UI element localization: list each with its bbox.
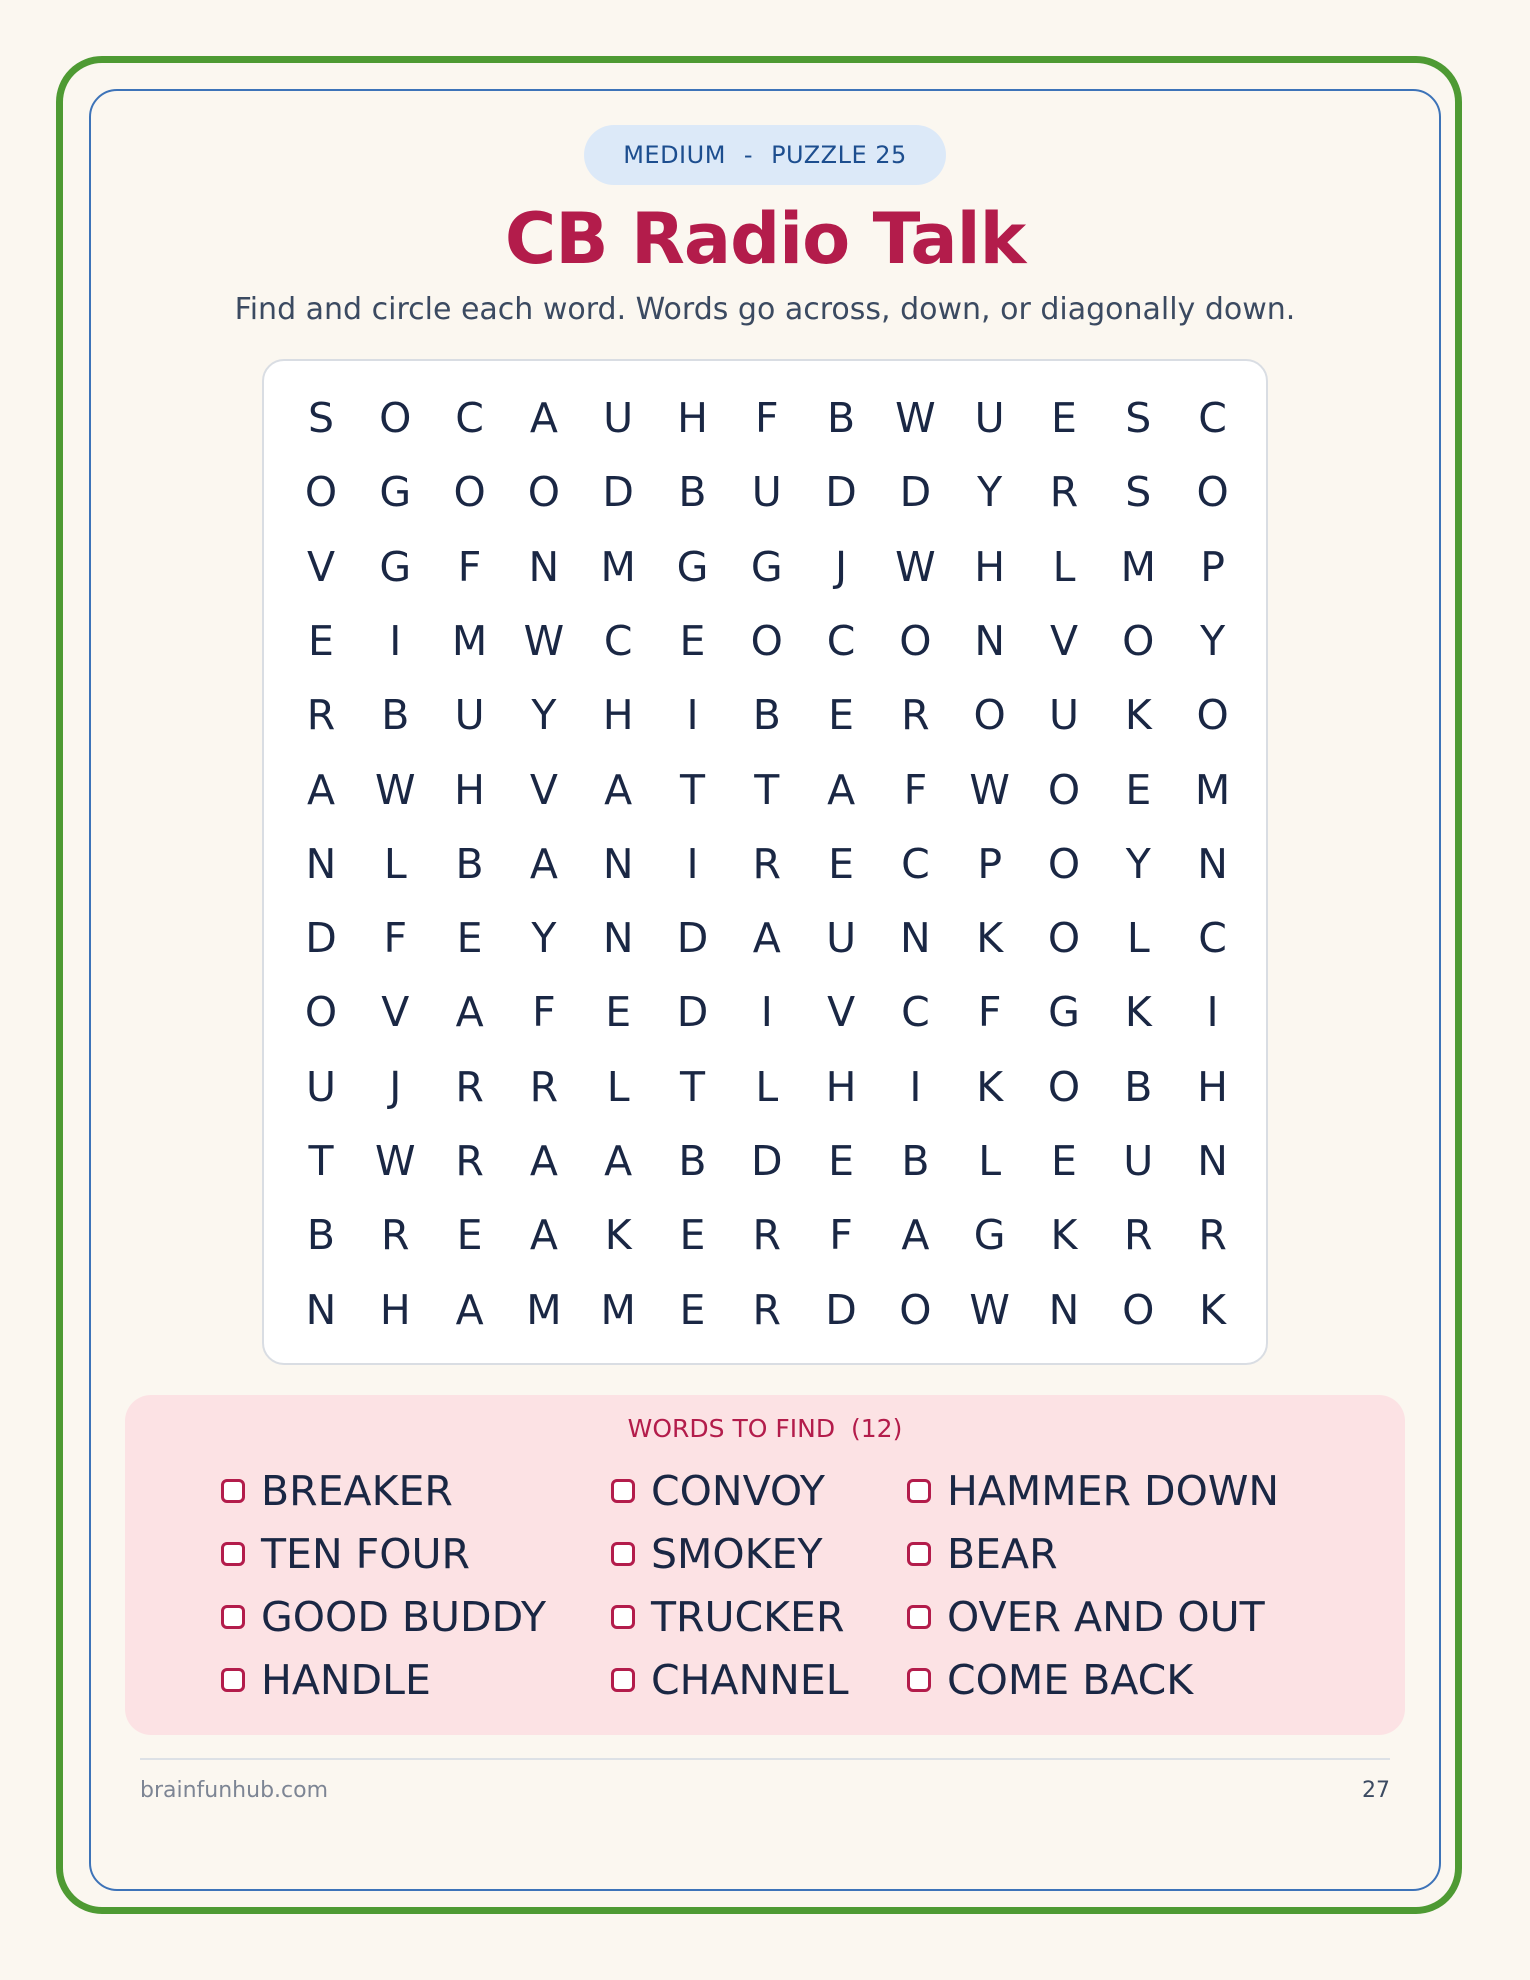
grid-letter[interactable]: W <box>895 542 936 591</box>
difficulty-label: MEDIUM <box>623 141 726 169</box>
grid-letter[interactable]: R <box>529 1062 559 1111</box>
word-item[interactable] <box>907 1528 1058 1580</box>
grid-letter[interactable]: A <box>604 765 633 814</box>
grid-letter[interactable]: O <box>1196 691 1229 740</box>
grid-letter[interactable]: N <box>974 616 1006 665</box>
grid-letter[interactable]: E <box>1125 765 1152 814</box>
grid-letter[interactable]: H <box>974 542 1006 591</box>
grid-letter[interactable]: G <box>676 542 709 591</box>
grid-letter[interactable]: A <box>529 839 558 888</box>
grid-letter[interactable]: M <box>600 1285 636 1334</box>
grid-letter[interactable]: H <box>379 1285 411 1334</box>
grid-letter[interactable]: A <box>529 1137 558 1185</box>
grid-letter[interactable]: U <box>751 468 782 517</box>
word-label: TEN FOUR <box>261 1530 471 1578</box>
badge-separator: - <box>743 141 754 169</box>
word-item[interactable] <box>611 1528 823 1580</box>
grid-letter[interactable]: E <box>456 914 483 963</box>
grid-letter[interactable]: E <box>828 1137 855 1185</box>
grid-letter[interactable]: G <box>1048 988 1080 1037</box>
grid-letter[interactable]: H <box>677 394 708 442</box>
word-checkbox[interactable] <box>611 1668 635 1692</box>
grid-letter[interactable]: A <box>529 394 558 442</box>
grid-letter[interactable]: L <box>978 1137 1002 1185</box>
word-label: HAMMER DOWN <box>947 1467 1280 1515</box>
grid-letter[interactable]: O <box>750 616 783 665</box>
grid-letter[interactable]: S <box>307 394 335 442</box>
word-checkbox[interactable] <box>907 1542 931 1566</box>
grid-letter[interactable]: O <box>379 394 412 442</box>
grid-letter[interactable]: N <box>305 839 337 888</box>
grid-letter[interactable]: C <box>901 839 930 888</box>
grid-letter[interactable]: U <box>974 394 1005 442</box>
grid-letter[interactable]: U <box>1123 1137 1154 1185</box>
grid-letter[interactable]: N <box>1197 1137 1228 1185</box>
grid-letter[interactable]: W <box>375 765 416 814</box>
grid-letter[interactable]: O <box>899 616 932 665</box>
grid-letter[interactable]: H <box>602 691 634 740</box>
word-count: (12) <box>851 1414 903 1443</box>
grid-letter[interactable]: F <box>457 542 482 591</box>
grid-letter[interactable]: O <box>973 691 1006 740</box>
grid-letter[interactable]: B <box>752 691 781 740</box>
grid-letter[interactable]: K <box>604 1211 632 1260</box>
word-label: CONVOY <box>651 1467 825 1515</box>
grid-letter[interactable]: K <box>1050 1211 1078 1260</box>
grid-letter[interactable]: C <box>455 394 484 442</box>
grid-letter[interactable]: K <box>1124 691 1152 740</box>
grid-letter[interactable]: R <box>455 1062 484 1111</box>
grid-letter[interactable]: Y <box>1125 839 1151 888</box>
grid-letter[interactable]: P <box>977 839 1003 888</box>
grid-letter[interactable]: W <box>523 616 565 665</box>
word-checkbox[interactable] <box>221 1479 245 1503</box>
grid-letter[interactable]: Y <box>977 468 1003 517</box>
grid-letter[interactable]: O <box>899 1285 932 1334</box>
grid-letter[interactable]: M <box>526 1285 562 1334</box>
grid-letter[interactable]: G <box>973 1211 1006 1260</box>
grid-letter[interactable]: O <box>1047 765 1081 814</box>
grid-letter[interactable]: L <box>383 839 407 888</box>
difficulty-badge <box>584 125 946 185</box>
grid-letter[interactable]: E <box>1051 1137 1077 1185</box>
grid-letter[interactable]: I <box>760 988 773 1037</box>
grid-letter[interactable]: L <box>1052 542 1076 591</box>
grid-letter[interactable]: R <box>1198 1211 1227 1260</box>
grid-letter[interactable]: E <box>308 616 334 665</box>
grid-letter[interactable]: O <box>1122 616 1155 665</box>
grid-letter[interactable]: O <box>1047 1062 1081 1111</box>
grid-letter[interactable]: C <box>603 616 633 665</box>
grid-letter[interactable]: B <box>306 1211 336 1260</box>
word-item[interactable] <box>221 1591 546 1643</box>
grid-letter[interactable]: M <box>1194 765 1231 814</box>
grid-letter[interactable]: F <box>977 988 1002 1037</box>
grid-letter[interactable]: A <box>604 1137 633 1185</box>
word-label: BREAKER <box>261 1467 453 1515</box>
word-list-heading <box>0 1414 1530 1443</box>
grid-letter[interactable]: J <box>389 1062 402 1111</box>
grid-letter[interactable]: E <box>679 616 706 665</box>
puzzle-instructions: Find and circle each word. Words go across, down, or diagonally down. <box>234 292 1296 327</box>
grid-letter[interactable]: U <box>1048 691 1079 740</box>
grid-letter[interactable]: K <box>1124 988 1152 1037</box>
grid-letter[interactable]: A <box>901 1211 930 1260</box>
grid-letter[interactable]: D <box>825 1285 857 1334</box>
grid-letter[interactable]: V <box>1049 616 1079 665</box>
grid-letter[interactable]: K <box>976 1062 1004 1111</box>
grid-letter[interactable]: I <box>389 616 402 665</box>
word-label: GOOD BUDDY <box>261 1593 546 1641</box>
grid-letter[interactable]: D <box>899 468 932 517</box>
grid-letter[interactable]: B <box>827 394 856 442</box>
grid-letter[interactable]: O <box>1196 468 1229 517</box>
word-label: OVER AND OUT <box>947 1593 1265 1641</box>
grid-letter[interactable]: H <box>825 1062 857 1111</box>
grid-letter[interactable]: N <box>1197 839 1228 888</box>
grid-letter[interactable]: Y <box>531 914 557 963</box>
grid-letter[interactable]: I <box>686 691 699 740</box>
grid-letter[interactable]: S <box>1125 394 1152 442</box>
footer-divider <box>140 1758 1390 1760</box>
grid-letter[interactable]: E <box>605 988 632 1037</box>
grid-letter[interactable]: J <box>835 542 848 591</box>
grid-letter[interactable]: Y <box>1200 616 1226 665</box>
grid-letter[interactable]: C <box>1198 914 1227 963</box>
grid-letter[interactable]: D <box>602 468 634 517</box>
grid-letter[interactable]: R <box>455 1137 484 1185</box>
page-number: 27 <box>1362 1778 1390 1803</box>
grid-letter[interactable]: U <box>603 394 634 442</box>
grid-letter[interactable]: V <box>381 988 410 1037</box>
grid-letter[interactable]: K <box>976 914 1004 963</box>
grid-letter[interactable]: H <box>454 765 486 814</box>
word-label: COME BACK <box>947 1656 1194 1704</box>
grid-letter[interactable]: D <box>751 1137 783 1185</box>
word-checkbox[interactable] <box>611 1479 635 1503</box>
puzzle-title: CB Radio Talk <box>504 198 1026 280</box>
grid-letter[interactable]: D <box>305 914 337 963</box>
grid-letter[interactable]: E <box>679 1211 706 1260</box>
grid-letter[interactable]: O <box>527 468 561 517</box>
grid-letter[interactable]: U <box>454 691 485 740</box>
grid-letter[interactable]: R <box>752 1211 782 1260</box>
word-item[interactable] <box>907 1591 1265 1643</box>
grid-letter[interactable]: A <box>306 765 336 814</box>
grid-letter[interactable]: D <box>676 988 709 1037</box>
grid-letter[interactable]: I <box>1206 988 1219 1037</box>
grid-letter[interactable]: O <box>304 468 338 517</box>
grid-letter[interactable]: M <box>451 616 488 665</box>
grid-letter[interactable]: A <box>752 914 781 963</box>
grid-letter[interactable]: U <box>826 914 857 963</box>
grid-letter[interactable]: E <box>828 691 855 740</box>
grid-letter[interactable]: B <box>678 468 707 517</box>
grid-letter[interactable]: L <box>606 1062 630 1111</box>
word-checkbox[interactable] <box>221 1668 245 1692</box>
grid-letter[interactable]: G <box>379 542 412 591</box>
letter-grid <box>262 359 1268 1365</box>
grid-letter[interactable]: C <box>901 988 930 1037</box>
word-label: CHANNEL <box>651 1656 849 1704</box>
word-item[interactable] <box>907 1654 1193 1706</box>
grid-letter[interactable]: Y <box>531 691 557 740</box>
grid-letter[interactable]: N <box>305 1285 337 1334</box>
grid-letter[interactable]: F <box>829 1211 853 1260</box>
grid-letter[interactable]: G <box>750 542 783 591</box>
word-checkbox[interactable] <box>611 1605 635 1629</box>
grid-letter[interactable]: R <box>901 691 930 740</box>
grid-letter[interactable]: F <box>383 914 408 963</box>
grid-letter[interactable]: R <box>752 1285 782 1334</box>
word-item[interactable] <box>221 1654 431 1706</box>
grid-letter[interactable]: V <box>529 765 558 814</box>
grid-letter[interactable]: W <box>375 1137 416 1185</box>
grid-letter[interactable]: I <box>909 1062 922 1111</box>
word-checkbox[interactable] <box>221 1605 245 1629</box>
grid-letter[interactable]: O <box>1047 914 1081 963</box>
grid-letter[interactable]: I <box>686 839 699 888</box>
grid-letter[interactable]: F <box>532 988 556 1037</box>
grid-letter[interactable]: B <box>901 1137 930 1185</box>
grid-letter[interactable]: R <box>1124 1211 1153 1260</box>
word-item[interactable] <box>221 1528 470 1580</box>
grid-letter[interactable]: L <box>755 1062 779 1111</box>
grid-letter[interactable]: T <box>679 1062 706 1111</box>
grid-letter[interactable]: D <box>676 914 709 963</box>
grid-letter[interactable]: C <box>826 616 856 665</box>
word-checkbox[interactable] <box>907 1479 931 1503</box>
grid-letter[interactable]: P <box>1200 542 1225 591</box>
grid-letter[interactable]: N <box>602 914 634 963</box>
word-checkbox[interactable] <box>907 1668 931 1692</box>
grid-letter[interactable]: V <box>827 988 856 1037</box>
word-label: HANDLE <box>261 1656 431 1704</box>
grid-letter[interactable]: U <box>305 1062 336 1111</box>
grid-letter[interactable]: W <box>969 1285 1010 1334</box>
puzzle-number-label: PUZZLE 25 <box>771 141 907 169</box>
word-item[interactable] <box>221 1465 453 1517</box>
grid-letter[interactable]: E <box>456 1211 483 1260</box>
word-list-heading-text: WORDS TO FIND <box>627 1414 836 1443</box>
grid-letter[interactable]: O <box>304 988 338 1037</box>
grid-letter[interactable]: R <box>381 1211 410 1260</box>
grid-letter[interactable]: T <box>308 1137 334 1185</box>
grid-letter[interactable]: A <box>455 1285 484 1334</box>
grid-letter[interactable]: F <box>755 394 779 442</box>
grid-letter[interactable]: R <box>1049 468 1079 517</box>
grid-letter[interactable]: B <box>1124 1062 1153 1111</box>
grid-letter[interactable]: B <box>381 691 410 740</box>
grid-letter[interactable]: B <box>678 1137 707 1185</box>
grid-letter[interactable]: L <box>1126 914 1150 963</box>
word-label: BEAR <box>947 1530 1058 1578</box>
grid-letter[interactable]: E <box>1051 394 1077 442</box>
word-checkbox[interactable] <box>907 1605 931 1629</box>
grid-letter[interactable]: O <box>1047 839 1081 888</box>
grid-letter[interactable]: R <box>306 691 336 740</box>
grid-letter[interactable]: M <box>1120 542 1156 591</box>
grid-letter[interactable]: G <box>379 468 412 517</box>
grid-letter[interactable]: N <box>1048 1285 1080 1334</box>
grid-letter[interactable]: T <box>754 765 780 814</box>
word-item[interactable] <box>611 1654 849 1706</box>
grid-letter[interactable]: F <box>903 765 928 814</box>
grid-letter[interactable]: R <box>752 839 782 888</box>
grid-letter[interactable]: E <box>679 1285 706 1334</box>
grid-letter[interactable]: W <box>895 394 936 442</box>
grid-letter[interactable]: W <box>969 765 1010 814</box>
word-label: SMOKEY <box>651 1530 823 1578</box>
word-checkbox[interactable] <box>221 1542 245 1566</box>
grid-letter[interactable]: K <box>1199 1285 1227 1334</box>
grid-letter[interactable]: M <box>600 542 636 591</box>
grid-letter[interactable]: O <box>453 468 486 517</box>
word-item[interactable] <box>611 1465 825 1517</box>
grid-letter[interactable]: V <box>306 542 336 591</box>
grid-letter[interactable]: E <box>828 839 855 888</box>
word-item[interactable] <box>907 1465 1279 1517</box>
grid-letter[interactable]: S <box>1125 468 1152 517</box>
word-item[interactable] <box>611 1591 844 1643</box>
grid-letter[interactable]: H <box>1197 1062 1229 1111</box>
grid-letter[interactable]: N <box>528 542 560 591</box>
grid-letter[interactable]: A <box>455 988 484 1037</box>
grid-letter[interactable]: A <box>529 1211 558 1260</box>
word-label: TRUCKER <box>651 1593 845 1641</box>
grid-letter[interactable]: C <box>1198 394 1227 442</box>
word-checkbox[interactable] <box>611 1542 635 1566</box>
grid-letter[interactable]: T <box>679 765 706 814</box>
grid-letter[interactable]: O <box>1122 1285 1155 1334</box>
grid-letter[interactable]: D <box>825 468 857 517</box>
grid-letter[interactable]: N <box>602 839 634 888</box>
grid-letter[interactable]: N <box>900 914 931 963</box>
grid-letter[interactable]: A <box>827 765 856 814</box>
footer-site-link[interactable]: brainfunhub.com <box>140 1778 329 1803</box>
grid-letter[interactable]: B <box>455 839 484 888</box>
